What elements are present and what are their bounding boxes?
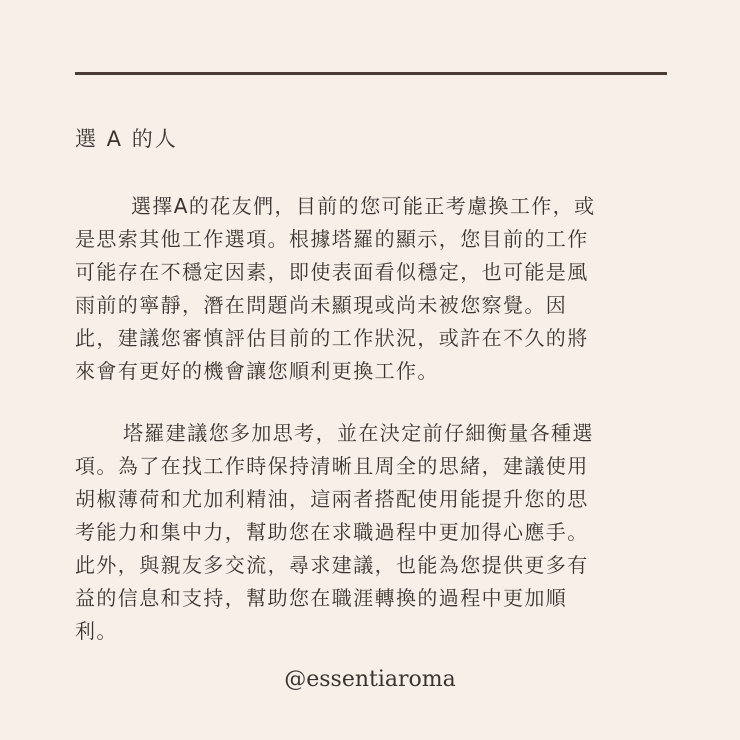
paragraph-line: 雨前的寧靜，潛在問題尚未顯現或尚未被您察覺。因 xyxy=(75,293,568,317)
paragraph-line: 來會有更好的機會讓您順利更換工作。 xyxy=(75,359,439,383)
paragraph-2 xyxy=(75,417,675,648)
paragraph-line: 選擇A的花友們，目前的您可能正考慮換工作，或 xyxy=(131,194,596,218)
paragraph-line: 胡椒薄荷和尤加利精油，這兩者搭配使用能提升您的思 xyxy=(75,487,589,511)
paragraph-1 xyxy=(75,190,675,388)
paragraph-line: 項。為了在找工作時保持清晰且周全的思緒，建議使用 xyxy=(75,454,589,478)
paragraph-line: 可能存在不穩定因素，即使表面看似穩定，也可能是風 xyxy=(75,260,589,284)
social-handle: @essentiaroma xyxy=(284,667,456,692)
paragraph-line: 利。 xyxy=(75,619,118,643)
paragraph-line: 益的信息和支持，幫助您在職涯轉換的過程中更加順 xyxy=(75,586,568,610)
section-heading: 選 A 的人 xyxy=(75,127,178,151)
paragraph-line: 考能力和集中力，幫助您在求職過程中更加得心應手。 xyxy=(75,520,589,544)
paragraph-line: 是思索其他工作選項。根據塔羅的顯示，您目前的工作 xyxy=(75,227,589,251)
paragraph-line: 此，建議您審慎評估目前的工作狀況，或許在不久的將 xyxy=(75,326,589,350)
paragraph-line: 塔羅建議您多加思考，並在決定前仔細衡量各種選 xyxy=(123,421,594,445)
paragraph-line: 此外，與親友多交流，尋求建議，也能為您提供更多有 xyxy=(75,553,589,577)
top-divider xyxy=(75,72,667,75)
